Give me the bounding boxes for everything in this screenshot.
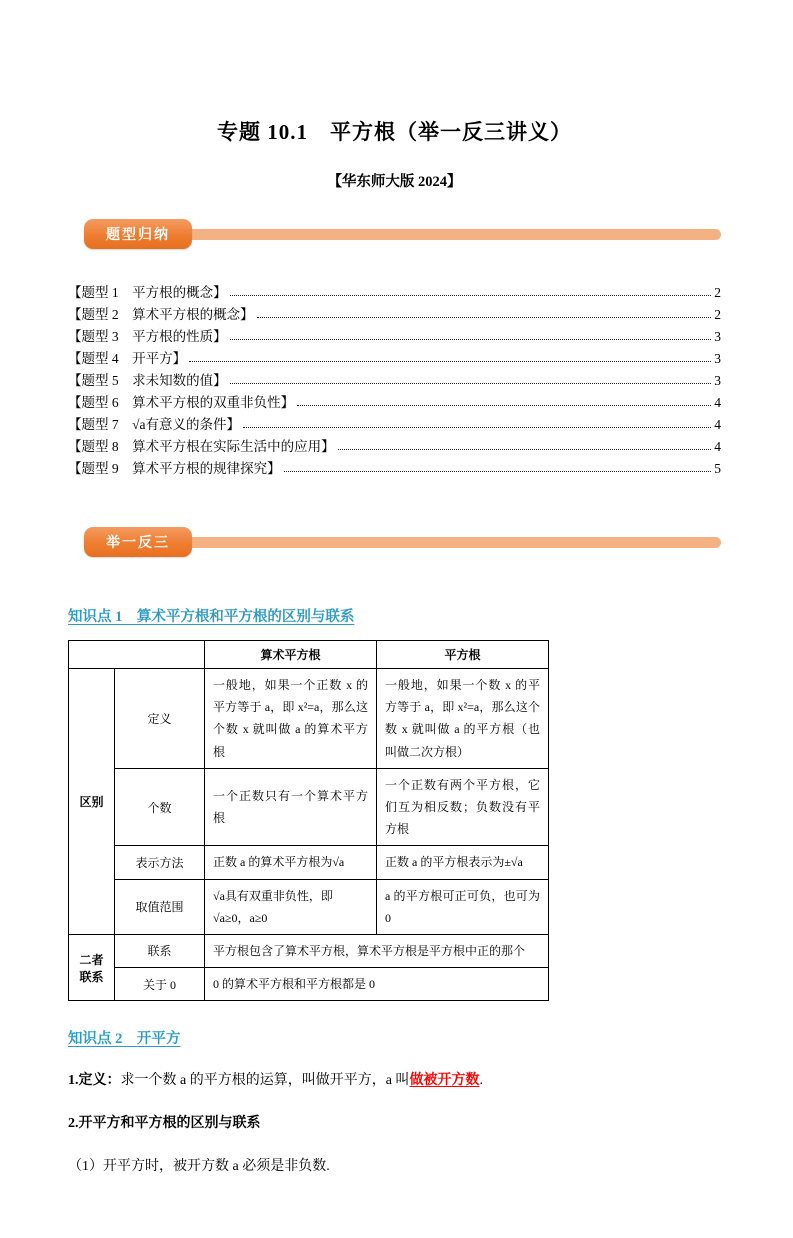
cell-range-arith: √a具有双重非负性，即 √a≥0，a≥0 <box>205 879 377 934</box>
definition-text: 求一个数 a 的平方根的运算，叫做开平方，a 叫 <box>120 1073 410 1089</box>
cell-relation-text: 平方根包含了算术平方根，算术平方根是平方根中正的那个 <box>205 934 549 967</box>
toc-item-label: 【题型 7 √a有意义的条件】 <box>68 417 241 432</box>
banner-topic-summary-badge: 题型归纳 <box>84 219 192 249</box>
cell-count-arith: 一个正数只有一个算术平方根 <box>205 768 377 846</box>
toc-page-number: 3 <box>714 329 721 344</box>
table-row-relation <box>69 934 549 967</box>
comparison-table <box>68 640 549 1001</box>
toc-page-number: 4 <box>714 417 721 432</box>
toc-page-number: 2 <box>714 285 721 300</box>
toc-page-number: 3 <box>714 373 721 388</box>
table-row-range <box>69 879 549 934</box>
row-label-range: 取值范围 <box>115 879 205 934</box>
row-group-difference: 区别 <box>69 669 115 935</box>
document-content <box>0 116 793 1177</box>
subheading-2: 2.开平方和平方根的区别与联系 <box>68 1116 261 1132</box>
definition-paragraph <box>68 1070 721 1091</box>
toc-item[interactable] <box>68 323 721 345</box>
toc-page-number: 4 <box>714 395 721 410</box>
toc-leader-dots <box>297 405 711 406</box>
row-label-about-zero: 关于 0 <box>115 968 205 1001</box>
column-header-arith: 算术平方根 <box>205 641 377 669</box>
toc-leader-dots <box>257 317 712 318</box>
page-title: 专题 10.1 平方根（举一反三讲义） <box>217 120 572 144</box>
cell-definition-sqrt: 一般地，如果一个数 x 的平方等于 a，即 x²=a，那么这个数 x 就叫做 a 的平方根（也叫做二次方根） <box>377 669 549 769</box>
toc-page-number: 5 <box>714 461 721 476</box>
definition-highlight: 做被开方数 <box>409 1073 480 1089</box>
toc-item[interactable] <box>68 301 721 323</box>
toc-item[interactable] <box>68 389 721 411</box>
toc-leader-dots <box>230 295 712 296</box>
toc-leader-dots <box>189 361 711 362</box>
toc-item[interactable] <box>68 411 721 433</box>
toc-item[interactable] <box>68 345 721 367</box>
definition-period: . <box>479 1073 483 1089</box>
table-row-notation <box>69 846 549 879</box>
cell-count-sqrt: 一个正数有两个平方根，它们互为相反数；负数没有平方根 <box>377 768 549 846</box>
document-page <box>0 116 793 1238</box>
toc-leader-dots <box>338 449 712 450</box>
subheading-2-item-1: （1）开平方时，被开方数 a 必须是非负数. <box>68 1159 330 1175</box>
table-row-about-zero <box>69 968 549 1001</box>
banner-topic-summary-bar <box>180 229 721 240</box>
toc-item-label: 【题型 8 算术平方根在实际生活中的应用】 <box>68 439 335 454</box>
table-of-contents <box>68 279 721 477</box>
toc-page-number: 3 <box>714 351 721 366</box>
toc-leader-dots <box>284 471 712 472</box>
toc-leader-dots <box>243 427 711 428</box>
toc-item-label: 【题型 4 开平方】 <box>68 351 187 366</box>
cell-range-sqrt: a 的平方根可正可负，也可为 0 <box>377 879 549 934</box>
banner-topic-summary <box>84 219 721 249</box>
banner-practice <box>84 527 721 557</box>
toc-item-label: 【题型 6 算术平方根的双重非负性】 <box>68 395 295 410</box>
knowledge-point-1-heading: 知识点 1 算术平方根和平方根的区别与联系 <box>68 609 355 625</box>
table-corner-cell <box>69 641 205 669</box>
toc-item-label: 【题型 5 求未知数的值】 <box>68 373 227 388</box>
column-header-sqrt: 平方根 <box>377 641 549 669</box>
row-label-relation: 联系 <box>115 934 205 967</box>
toc-leader-dots <box>230 339 712 340</box>
cell-about-zero-text: 0 的算术平方根和平方根都是 0 <box>205 968 549 1001</box>
toc-item-label: 【题型 1 平方根的概念】 <box>68 285 227 300</box>
table-header-row <box>69 641 549 669</box>
toc-item[interactable] <box>68 367 721 389</box>
toc-leader-dots <box>230 383 712 384</box>
toc-item[interactable] <box>68 433 721 455</box>
toc-item-label: 【题型 3 平方根的性质】 <box>68 329 227 344</box>
knowledge-point-2-heading: 知识点 2 开平方 <box>68 1031 181 1048</box>
toc-page-number: 2 <box>714 307 721 322</box>
banner-practice-badge: 举一反三 <box>84 527 192 557</box>
row-group-link: 二者 联系 <box>69 934 115 1000</box>
toc-item[interactable] <box>68 279 721 301</box>
edition-subtitle: 【华东师大版 2024】 <box>327 174 462 190</box>
banner-practice-bar <box>180 537 721 548</box>
toc-page-number: 4 <box>714 439 721 454</box>
cell-definition-arith: 一般地，如果一个正数 x 的平方等于 a，即 x²=a，那么这个数 x 就叫做 a 的算术平方根 <box>205 669 377 769</box>
row-label-count: 个数 <box>115 768 205 846</box>
toc-item-label: 【题型 9 算术平方根的规律探究】 <box>68 461 281 476</box>
table-row-count <box>69 768 549 846</box>
row-label-definition: 定义 <box>115 669 205 769</box>
row-label-notation: 表示方法 <box>115 846 205 879</box>
cell-notation-sqrt: 正数 a 的平方根表示为±√a <box>377 846 549 879</box>
definition-label: 1.定义： <box>68 1073 121 1089</box>
toc-item-label: 【题型 2 算术平方根的概念】 <box>68 307 254 322</box>
cell-notation-arith: 正数 a 的算术平方根为√a <box>205 846 377 879</box>
table-row-definition <box>69 669 549 769</box>
toc-item[interactable] <box>68 455 721 477</box>
